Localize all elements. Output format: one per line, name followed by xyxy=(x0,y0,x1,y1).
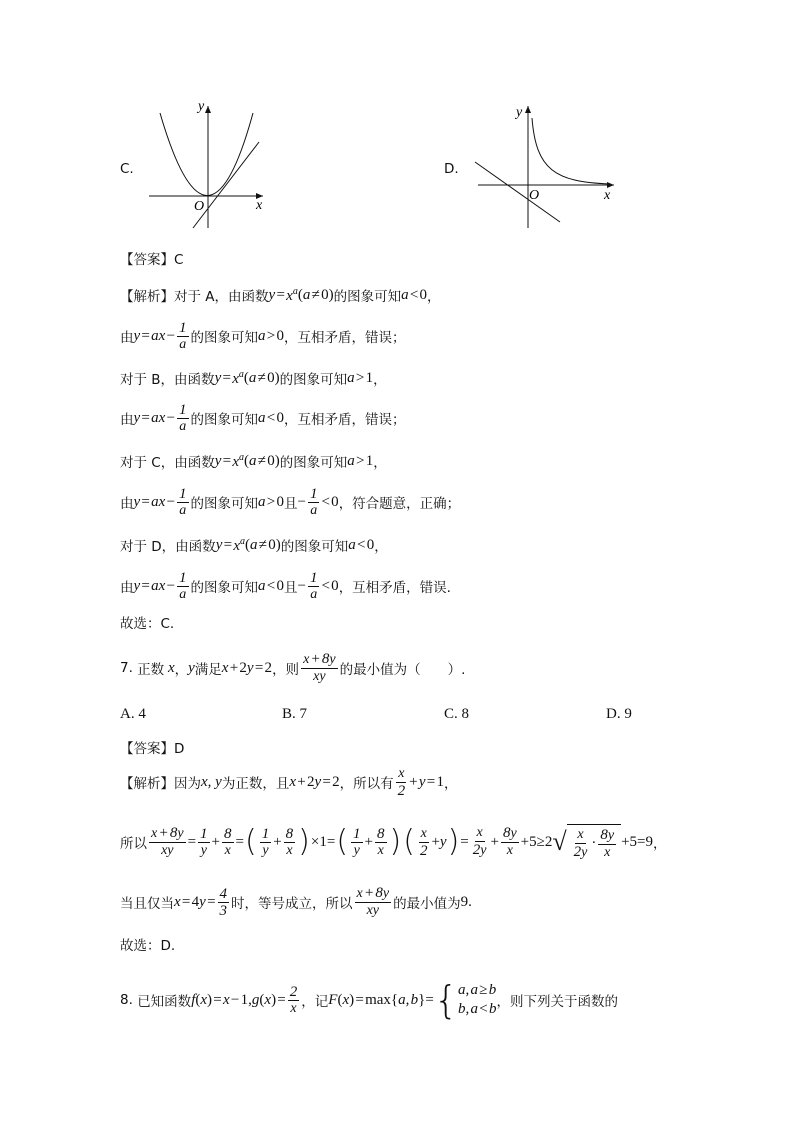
axis-x-label: x xyxy=(604,188,611,203)
q6-line-4: 由 y = ax − $\frac{1}{a}$ 的图象可知 a < 0 ，互相矛盾，错误； xyxy=(120,401,406,434)
q7-option-c: C. 8 xyxy=(444,706,470,722)
option-c-label: C. xyxy=(120,161,134,177)
line-curve xyxy=(193,142,259,228)
q6-line-3: 对于 B，由函数 y = $x^a$ ( a ≠ 0) 的图象可知 a > 1 ， xyxy=(120,368,387,388)
q6-line-1: 【解析】 对于 A，由函数 y = $x^a$ ( a ≠ 0) 的图象可知 a < 0 ， xyxy=(120,285,441,305)
q7-option-d: D. 9 xyxy=(606,706,632,722)
axis-y-label: y xyxy=(516,105,523,120)
axis-x-label: x xyxy=(256,198,263,213)
q6-line-2: 由 y = ax − $\frac{1}{a}$ 的图象可知 a > 0 ，互相矛盾，错误； xyxy=(120,319,406,352)
q7-analysis-line-2: 所以 $\frac{x + 8y}{xy}$ = $\frac{1}{y}$ + $\frac{8}{x}$ = ( $\frac{1}{y}$ + $\frac{8}{x}$ ) ×1= ( $\frac{1}{y}$ + $\frac{8}{x}$ ) ( $\frac{x}{2}$ + y ) = $\frac{x}{2y}$ + $\frac{8y}{x}$ +5≥2 √ $\frac{x}{2y}$ · $\frac{8y}{x}$ +5=9 ， xyxy=(120,824,667,860)
q7-stem: 7. 正数 x ， y 满足 x + 2 y = 2 ，则 $\frac{x + 8y}{xy}$ 的最小值为（ ）. xyxy=(120,651,466,684)
q8-stem: 8. 已知函数 f ( x ) = x − 1, g ( x ) = $\frac{2}{x}$ ，记 F ( x ) = max { a , b }= { a, a ≥ b b, a < b ，则下列关于函数的 xyxy=(120,978,618,1022)
origin-label: O xyxy=(194,199,205,214)
q6-line-6: 由 y = ax − $\frac{1}{a}$ 的图象可知 a > 0 且 − $\frac{1}{a}$ < 0 ，符合题意，正确； xyxy=(120,485,461,518)
q6-answer: 【答案】C xyxy=(120,252,184,268)
q6-line-8: 由 y = ax − $\frac{1}{a}$ 的图象可知 a < 0 且 − $\frac{1}{a}$ < 0 ，互相矛盾，错误. xyxy=(120,569,451,602)
q7-answer: 【答案】D xyxy=(120,741,185,757)
q6-conclusion: 故选：C. xyxy=(120,616,175,632)
graph-c xyxy=(145,98,270,233)
origin-label: O xyxy=(529,188,540,203)
line-curve xyxy=(475,162,560,222)
parabola-curve xyxy=(160,113,253,196)
power-curve xyxy=(532,118,610,184)
q7-conclusion: 故选：D. xyxy=(120,938,176,954)
q6-line-5: 对于 C，由函数 y = $x^a$ ( a ≠ 0) 的图象可知 a > 1 ， xyxy=(120,451,387,471)
option-d-label: D. xyxy=(444,161,459,177)
q7-option-a: A. 4 xyxy=(120,706,146,722)
q7-option-b: B. 7 xyxy=(282,706,308,722)
axis-y-label: y xyxy=(198,99,205,114)
q6-line-7: 对于 D，由函数 y = $x^a$ ( a ≠ 0) 的图象可知 a < 0 ， xyxy=(120,535,388,555)
q7-analysis-line-1: 【解析】 因为 x, y 为正数，且 x + 2 y = 2 ，所以有 $\frac{x}{2}$ + y = 1 ， xyxy=(120,765,458,799)
graph-d xyxy=(470,100,620,230)
q7-analysis-line-3: 当且仅当 x = 4 y = $\frac{4}{3}$ 时，等号成立，所以 $\frac{x + 8y}{xy}$ 的最小值为 9. xyxy=(120,885,472,919)
